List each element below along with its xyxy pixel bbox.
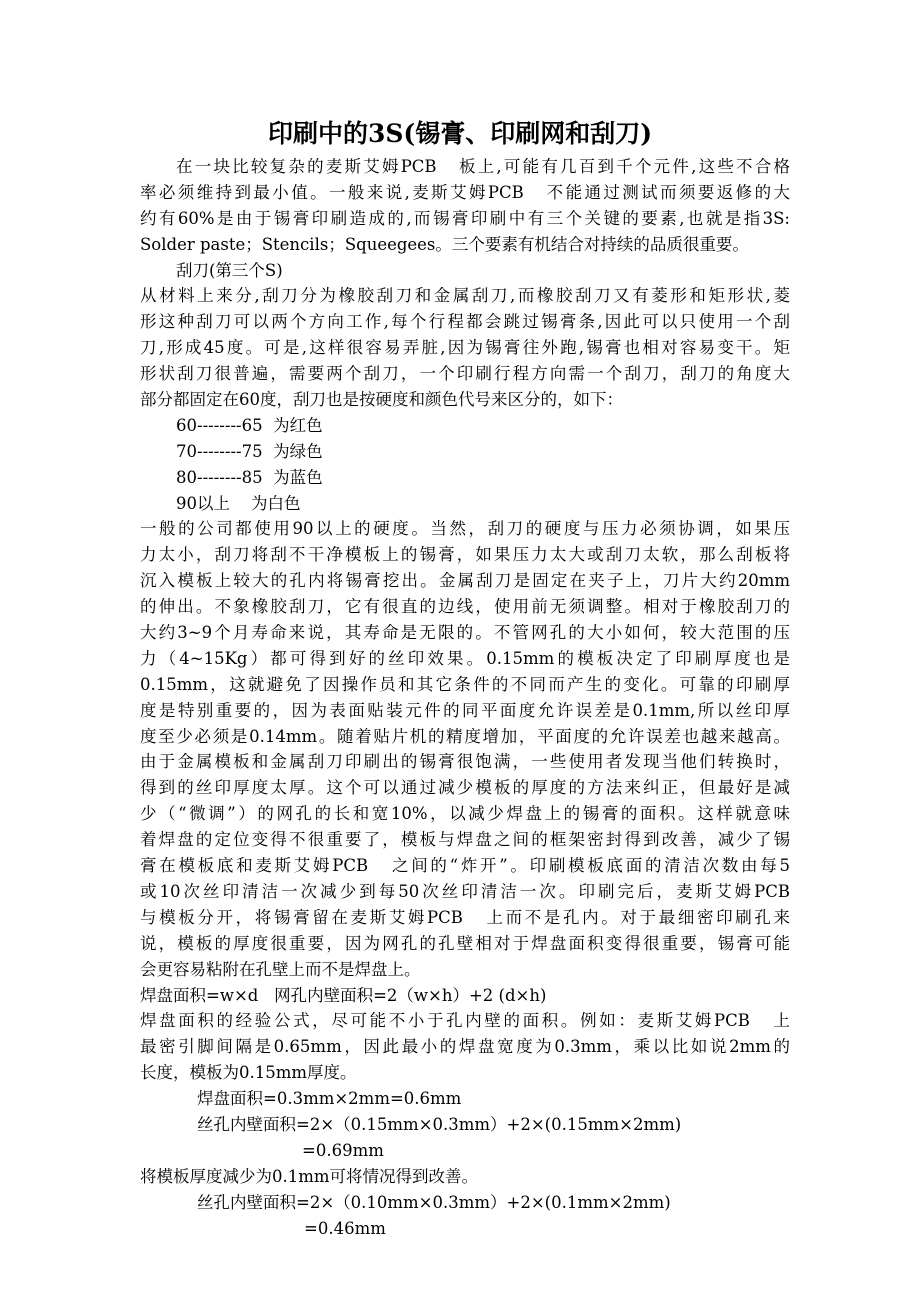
text-line: 刀,形成45度。可是,这样很容易弄脏,因为锡膏往外跑,锡膏也相对容易变干。矩 xyxy=(140,338,790,358)
text-line: 大约3~9个月寿命来说，其寿命是无限的。不管网孔的大小如何，较大范围的压 xyxy=(140,623,790,643)
text-line: 度至少必须是0.14mm。随着贴片机的精度增加，平面度的允许误差也越来越高。 xyxy=(140,726,790,746)
text-line: 最密引脚间隔是0.65mm，因此最小的焊盘宽度为0.3mm，乘以比如说2mm的 xyxy=(140,1037,790,1057)
formula-line: 焊盘面积=0.3mm×2mm=0.6mm xyxy=(197,1089,462,1109)
text-line: 部分都固定在60度，刮刀也是按硬度和颜色代号来区分的，如下： xyxy=(140,390,623,410)
formula-line: 焊盘面积=w×d 网孔内壁面积=2（w×h）+2 (d×h) xyxy=(140,985,547,1005)
formula-result: =0.69mm xyxy=(302,1140,384,1160)
hardness-item-green: 70--------75 为绿色 xyxy=(176,441,323,461)
text-line: 从材料上来分,刮刀分为橡胶刮刀和金属刮刀,而橡胶刮刀又有菱形和矩形状,菱 xyxy=(140,286,790,306)
text-line: 的伸出。不象橡胶刮刀，它有很直的边线，使用前无须调整。相对于橡胶刮刀的 xyxy=(140,597,790,617)
section-heading: 刮刀(第三个S) xyxy=(176,260,283,280)
text-line: 力太小，刮刀将刮不干净模板上的锡膏，如果压力太大或刮刀太软，那么刮板将 xyxy=(140,545,790,565)
formula-result: =0.46mm xyxy=(304,1218,386,1238)
text-line: 在一块比较复杂的麦斯艾姆PCB 板上,可能有几百到千个元件,这些不合格 xyxy=(176,157,790,176)
text-line: 率必须维持到最小值。一般来说,麦斯艾姆PCB 不能通过测试而须要返修的大 xyxy=(140,182,790,202)
hardness-item-red: 60--------65 为红色 xyxy=(176,415,323,435)
hardness-item-white: 90以上 为白色 xyxy=(176,493,301,513)
text-line: 由于金属模板和金属刮刀印刷出的锡膏很饱满，一些使用者发现当他们转换时， xyxy=(140,752,790,772)
text-line: Solder paste；Stencils；Squeegees。三个要素有机结合对持续的品质很重要。 xyxy=(140,234,749,254)
text-line: 一般的公司都使用90以上的硬度。当然，刮刀的硬度与压力必须协调，如果压 xyxy=(140,519,790,539)
document-body xyxy=(140,154,790,1241)
text-line: 0.15mm，这就避免了因操作员和其它条件的不同而产生的变化。可靠的印刷厚 xyxy=(140,674,790,694)
text-line: 形这种刮刀可以两个方向工作,每个行程都会跳过锡膏条,因此可以只使用一个刮 xyxy=(140,312,790,332)
text-line: 将模板厚度减少为0.1mm可将情况得到改善。 xyxy=(140,1166,479,1186)
text-line: 力（4~15Kg）都可得到好的丝印效果。0.15mm的模板决定了印刷厚度也是 xyxy=(140,648,790,668)
text-line: 会更容易粘附在孔壁上而不是焊盘上。 xyxy=(140,959,421,979)
text-line: 沉入模板上较大的孔内将锡膏挖出。金属刮刀是固定在夹子上，刀片大约20mm xyxy=(140,571,790,591)
text-line: 少（“微调”）的网孔的长和宽10%，以减少焊盘上的锡膏的面积。这样就意味 xyxy=(140,804,790,824)
document-title: 印刷中的3S(锡膏、印刷网和刮刀) xyxy=(267,119,653,148)
text-line: 膏在模板底和麦斯艾姆PCB 之间的“炸开”。印刷模板底面的清洁次数由每5 xyxy=(140,856,790,876)
text-line: 约有60%是由于锡膏印刷造成的,而锡膏印刷中有三个关键的要素,也就是指3S: xyxy=(140,208,790,228)
text-line: 焊盘面积的经验公式，尽可能不小于孔内壁的面积。例如：麦斯艾姆PCB 上 xyxy=(140,1011,790,1031)
formula-line: 丝孔内壁面积=2×（0.10mm×0.3mm）+2×(0.1mm×2mm) xyxy=(197,1192,671,1212)
text-line: 与模板分开，将锡膏留在麦斯艾姆PCB 上而不是孔内。对于最细密印刷孔来 xyxy=(140,907,790,927)
text-line: 长度，模板为0.15mm厚度。 xyxy=(140,1063,357,1083)
text-line: 说，模板的厚度很重要，因为网孔的孔壁相对于焊盘面积变得很重要，锡膏可能 xyxy=(140,933,790,953)
text-line: 度是特别重要的，因为表面贴装元件的同平面度允许误差是0.1mm,所以丝印厚 xyxy=(140,700,790,720)
formula-line: 丝孔内壁面积=2×（0.15mm×0.3mm）+2×(0.15mm×2mm) xyxy=(197,1114,682,1134)
text-line: 得到的丝印厚度太厚。这个可以通过减少模板的厚度的方法来纠正，但最好是减 xyxy=(140,778,790,798)
hardness-item-blue: 80--------85 为蓝色 xyxy=(176,467,323,487)
text-line: 着焊盘的定位变得不很重要了，模板与焊盘之间的框架密封得到改善，减少了锡 xyxy=(140,830,790,850)
text-line: 或10次丝印清洁一次减少到每50次丝印清洁一次。印刷完后，麦斯艾姆PCB xyxy=(140,881,790,901)
text-line: 形状刮刀很普遍，需要两个刮刀，一个印刷行程方向需一个刮刀，刮刀的角度大 xyxy=(140,364,790,384)
